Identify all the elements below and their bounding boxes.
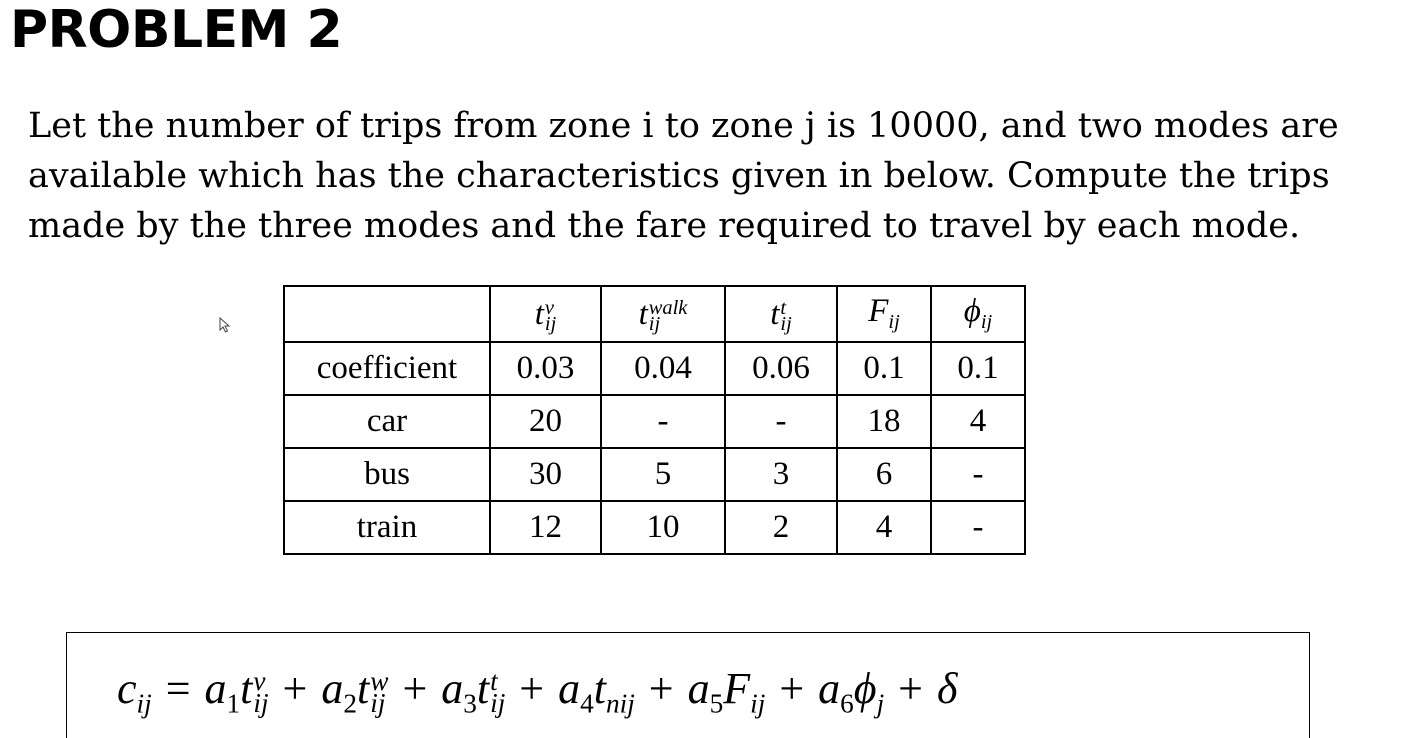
problem-statement xyxy=(28,101,1388,251)
table-cell: 12 xyxy=(490,501,601,554)
table-cell: 4 xyxy=(931,395,1025,448)
cost-formula-box xyxy=(66,632,1310,738)
mode-characteristics-table xyxy=(283,285,1026,555)
problem-line: Let the number of trips from zone i to zone j is 10000, and two modes are xyxy=(28,106,1339,146)
table-cell: 10 xyxy=(601,501,725,554)
table-cell: 0.1 xyxy=(837,342,931,395)
table-row xyxy=(284,395,1025,448)
table-row xyxy=(284,448,1025,501)
row-label: bus xyxy=(284,448,490,501)
header-walk-time: t walk ij xyxy=(601,286,725,342)
table-cell: - xyxy=(931,501,1025,554)
table-row xyxy=(284,501,1025,554)
problem-line: available which has the characteristics given in below. Compute the trips xyxy=(28,156,1330,196)
table-cell: 0.03 xyxy=(490,342,601,395)
table-row xyxy=(284,342,1025,395)
header-terminal-time: t t ij xyxy=(725,286,837,342)
table-cell: 0.04 xyxy=(601,342,725,395)
problem-line: made by the three modes and the fare required to travel by each mode. xyxy=(28,206,1301,246)
table-cell: 20 xyxy=(490,395,601,448)
table-cell: - xyxy=(725,395,837,448)
header-in-vehicle-time: t v ij xyxy=(490,286,601,342)
header-empty-cell xyxy=(284,286,490,342)
table-cell: - xyxy=(601,395,725,448)
table-cell: 6 xyxy=(837,448,931,501)
mouse-pointer-icon xyxy=(219,317,231,333)
table-cell: 4 xyxy=(837,501,931,554)
row-label: train xyxy=(284,501,490,554)
row-label: car xyxy=(284,395,490,448)
table-cell: - xyxy=(931,448,1025,501)
table-cell: 0.1 xyxy=(931,342,1025,395)
table-cell: 30 xyxy=(490,448,601,501)
header-parking-cost: $\phi_{ij}$ xyxy=(931,286,1025,342)
table-header-row xyxy=(284,286,1025,342)
table-cell: 2 xyxy=(725,501,837,554)
header-fare: $F_{ij}$ xyxy=(837,286,931,342)
generalized-cost-formula: $c_{ij} = a_1t$ v ij + $a_2t$ w ij + $a_3t$ t ij + $a_4t_{nij} + a_5F_{ij} + a_6\phi_j + \delta$ xyxy=(117,664,958,719)
table-cell: 0.06 xyxy=(725,342,837,395)
table-cell: 3 xyxy=(725,448,837,501)
page-title: PROBLEM 2 xyxy=(10,0,343,60)
table-cell: 18 xyxy=(837,395,931,448)
row-label: coefficient xyxy=(284,342,490,395)
table-cell: 5 xyxy=(601,448,725,501)
